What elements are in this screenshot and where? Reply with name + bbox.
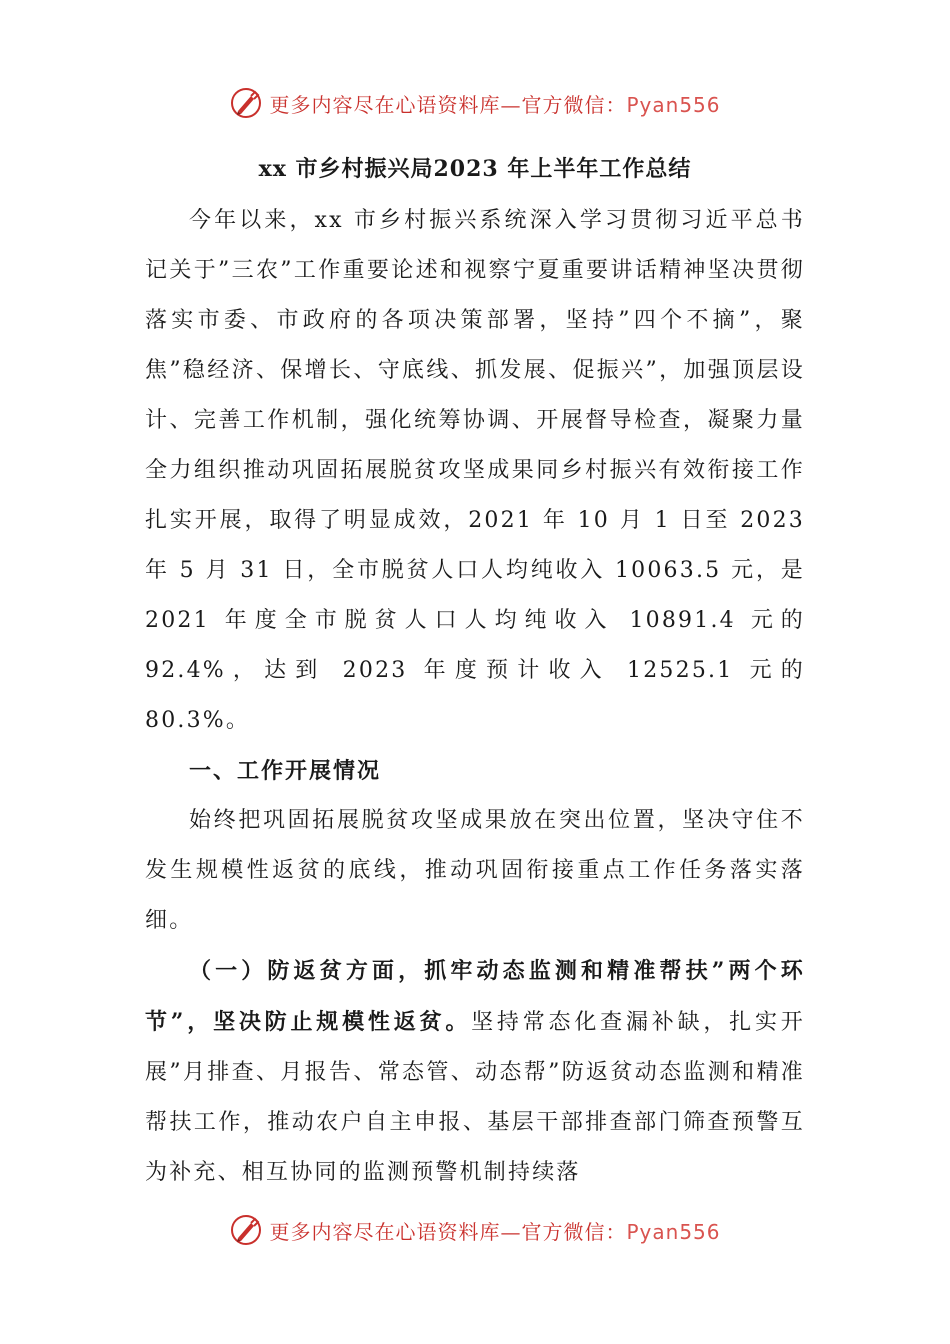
section-heading-1: 一、工作开展情况 [189, 758, 382, 784]
document-body [145, 196, 805, 1198]
subsection-paragraph-1 [145, 946, 805, 1198]
document-title: xx 市乡村振兴局2023 年上半年工作总结 [258, 156, 692, 182]
subsection-lead-1: （一）防返贫方面，抓牢动态监测和精准帮扶”两个环节”，坚决防止规模性返贫。 [145, 958, 805, 1035]
intro-paragraph: 今年以来，xx 市乡村振兴系统深入学习贯彻习近平总书记关于”三农”工作重要论述和视察宁夏重要讲话精神坚决贯彻落实市委、市政府的各项决策部署，坚持”四个不摘”，聚焦”稳经济、保增长、守底线、抓发展、促振兴”，加强顶层设计、完善工作机制，强化统筹协调、开展督导检查，凝聚力量全力组织推动巩固拓展脱贫攻坚成果同乡村振兴有效衔接工作扎实开展，取得了明显成效，2021 年 10 月 1 日至 2023 年 5 月 31 日，全市脱贫人口人均纯收入 10063.5 元，是 2021 年度全市脱贫人口人均纯收入 10891.4 元的 92.4%，达到 2023 年度预计收入 12525.1 元的 80.3%。 [145, 208, 805, 733]
pen-in-circle-icon [229, 86, 263, 120]
watermark-site-text: 更多内容尽在心语资料库—官方微信： [269, 92, 627, 117]
subsection-body-1: 坚持常态化查漏补缺，扎实开展”月排查、月报告、常态管、动态帮”防返贫动态监测和精准帮扶工作，推动农户自主申报、基层干部排查部门筛查预警互为补充、相互协同的监测预警机制持续落 [145, 1010, 805, 1185]
watermark-footer [0, 1210, 950, 1250]
watermark-text [269, 89, 720, 118]
watermark-header [0, 83, 950, 123]
section-paragraph-1: 始终把巩固拓展脱贫攻坚成果放在突出位置，坚决守住不发生规模性返贫的底线，推动巩固衔接重点工作任务落实落细。 [145, 808, 805, 933]
pen-in-circle-icon [229, 1213, 263, 1247]
watermark-wechat-id: Pyan556 [626, 1219, 721, 1244]
watermark-site-text: 更多内容尽在心语资料库—官方微信： [269, 1219, 627, 1244]
watermark-wechat-id: Pyan556 [626, 92, 721, 117]
watermark-text [269, 1216, 720, 1245]
